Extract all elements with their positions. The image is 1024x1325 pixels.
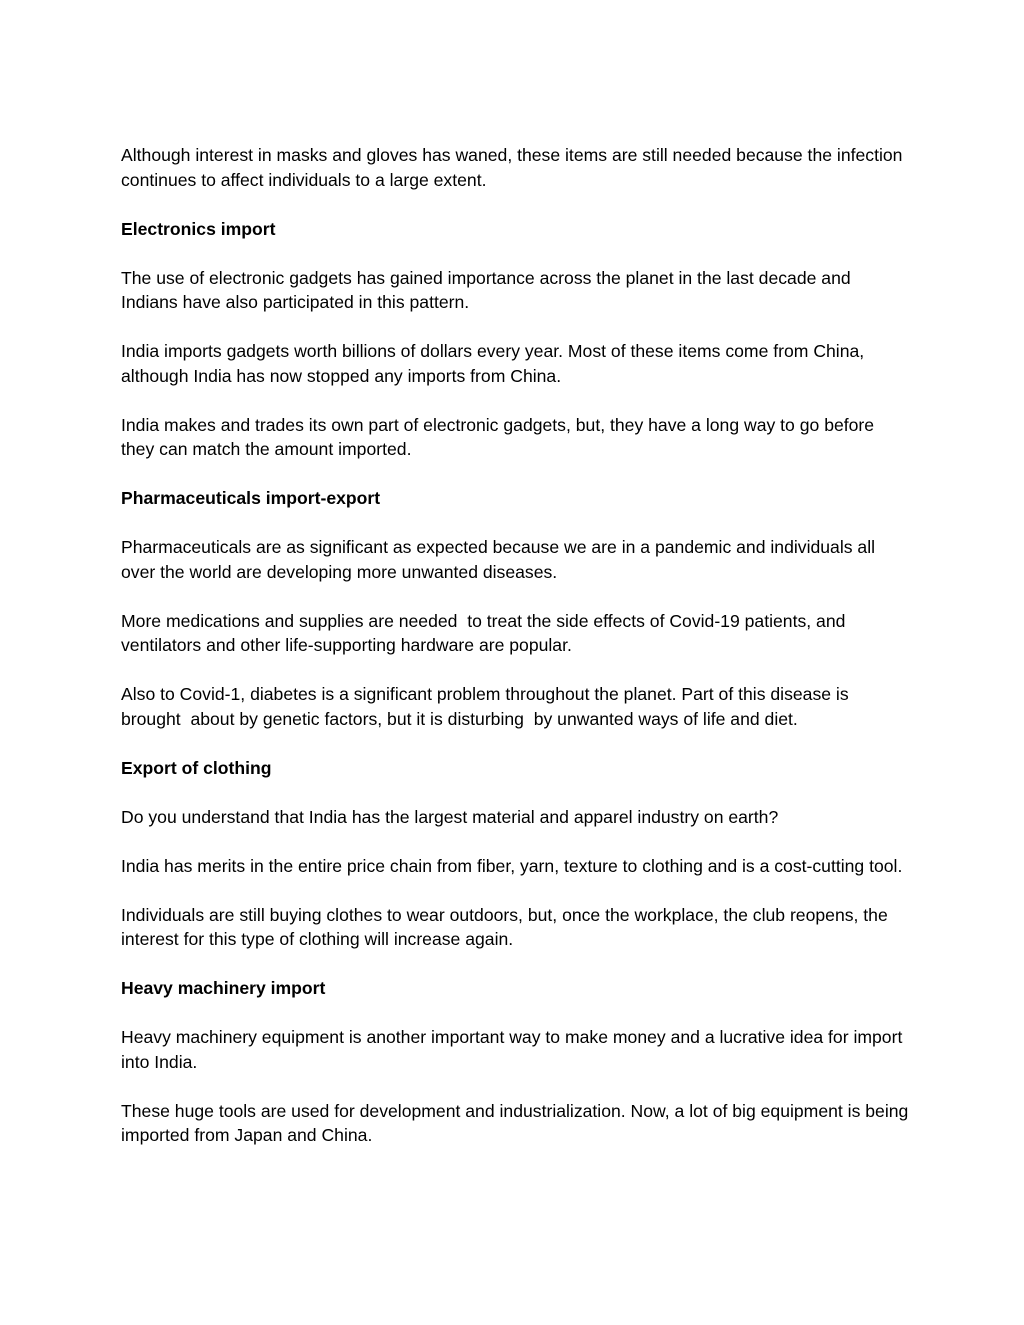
- document-page: [121, 143, 914, 1172]
- section-heading-clothing-export: Export of clothing: [121, 757, 272, 778]
- section-heading-heavy-machinery: Heavy machinery import: [121, 978, 326, 998]
- paragraph-medications-supplies: More medications and supplies are needed to treat the side effects of Covid-19 patients, and ventilators and other life-supporting hardware are popular.: [121, 610, 851, 655]
- paragraph-gadget-imports: India imports gadgets worth billions of dollars every year. Most of these items come from China, although India has now stopped any imports from China.: [121, 341, 870, 386]
- paragraph-huge-tools: These huge tools are used for development and industrialization. Now, a lot of big equipment is being imported from Japan and China.: [121, 1100, 914, 1145]
- section-heading-pharmaceuticals: Pharmaceuticals import-export: [121, 488, 381, 508]
- paragraph-pharmaceuticals-significance: Pharmaceuticals are as significant as expected because we are in a pandemic and individuals all over the world are developing more unwanted diseases.: [121, 537, 880, 582]
- paragraph-electronic-gadgets: The use of electronic gadgets has gained importance across the planet in the last decade and Indians have also participated in this pattern.: [121, 267, 856, 312]
- paragraph-price-chain: India has merits in the entire price chain from fiber, yarn, texture to clothing and is a cost-cutting tool.: [121, 855, 903, 876]
- paragraph-diabetes: Also to Covid-1, diabetes is a significant problem throughout the planet. Part of this disease is brought about by genetic factors, but it is disturbing by unwanted ways of life and diet.: [121, 684, 854, 729]
- paragraph-apparel-industry: Do you understand that India has the largest material and apparel industry on earth?: [121, 806, 779, 827]
- paragraph-machinery-equipment: Heavy machinery equipment is another important way to make money and a lucrative idea for import into India.: [121, 1027, 908, 1072]
- section-heading-electronics-import: Electronics import: [121, 218, 276, 239]
- paragraph-masks-gloves: Although interest in masks and gloves has waned, these items are still needed because the infection continues to affect individuals to a large extent.: [121, 145, 908, 190]
- paragraph-buying-clothes: Individuals are still buying clothes to wear outdoors, but, once the workplace, the club reopens, the interest for this type of clothing will increase again.: [121, 904, 893, 949]
- paragraph-india-makes-gadgets: India makes and trades its own part of electronic gadgets, but, they have a long way to go before they can match the amount imported.: [121, 414, 879, 459]
